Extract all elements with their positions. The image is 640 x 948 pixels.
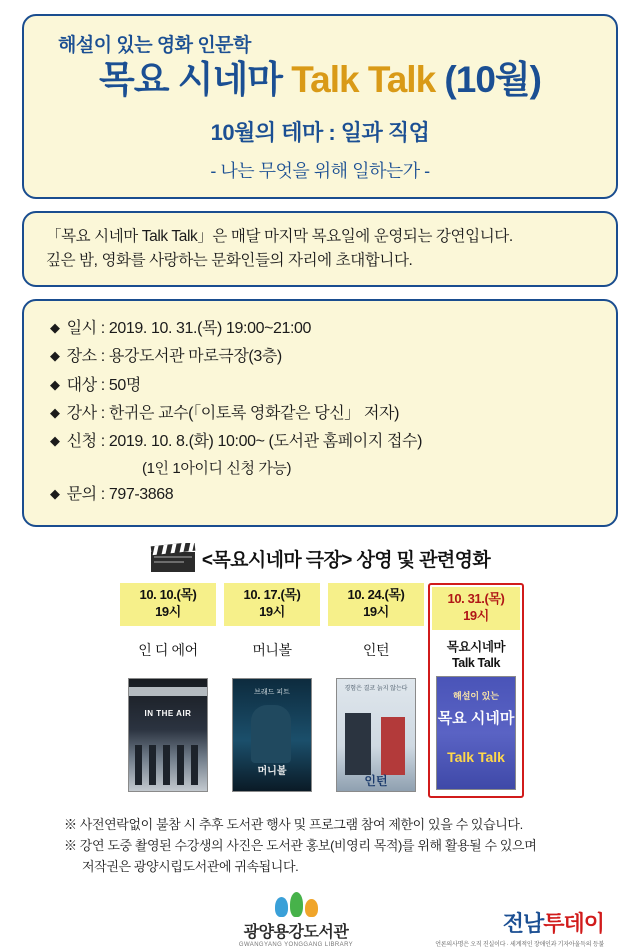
info-row-datetime-text: 일시 : 2019. 10. 31.(목) 19:00~21:00 <box>66 319 312 337</box>
schedule-movie-title: 머니볼 <box>252 642 292 659</box>
sponsor-logo <box>424 907 604 948</box>
poster-subtitle: 인턴 <box>364 774 388 789</box>
info-row-apply <box>50 428 598 456</box>
header-eyebrow: 해설이 있는 영화 인문학 <box>58 35 251 56</box>
schedule-heading-row <box>22 543 618 573</box>
note-line-2: ※ 강연 도중 촬영된 수강생의 사진은 도서관 홍보(비영리 목적)를 위해 활용될 수 있으며 <box>64 838 537 854</box>
poster-band <box>129 687 207 696</box>
header-theme: 10월의 테마 : 일과 직업 <box>210 119 430 145</box>
schedule-date: 10. 24.(목) <box>347 587 405 603</box>
poster-title-en: 경험은 결코 늙지 않는다 <box>344 686 408 693</box>
info-row-place-text: 장소 : 용강도서관 마로극장(3층) <box>66 348 282 366</box>
schedule-date: 10. 17.(목) <box>243 587 301 603</box>
schedule-column <box>116 583 220 798</box>
people-icon <box>206 891 386 917</box>
schedule-movie-title: 인턴 <box>362 642 390 659</box>
poster-figure-right <box>381 717 405 775</box>
schedule-time: 19시 <box>155 604 181 620</box>
intro-line-2: 깊은 밤, 영화를 사랑하는 문화인들의 자리에 초대합니다. <box>46 251 413 269</box>
info-row-lecturer <box>50 400 598 428</box>
diamond-bullet-icon: ◆ <box>50 376 60 392</box>
poster-title-en: 브래드 피트 <box>254 689 290 697</box>
note-line-3: 저작권은 광양시립도서관에 귀속됩니다. <box>82 859 299 875</box>
schedule-movie-title <box>432 640 520 674</box>
poster-line-3: Talk Talk <box>447 749 505 766</box>
info-row-audience-text: 대상 : 50명 <box>66 376 141 394</box>
header-theme-sub: - 나는 무엇을 위해 일하는가 - <box>210 160 430 181</box>
movie-poster-image <box>436 676 516 790</box>
schedule-date-cell <box>328 583 424 626</box>
intro-box <box>22 211 618 287</box>
info-box <box>22 299 618 528</box>
movie-poster-image <box>232 678 312 792</box>
note-line-1: ※ 사전연락없이 불참 시 추후 도서관 행사 및 프로그램 참여 제한이 있을 수 있습니다. <box>64 817 523 833</box>
footer-logos <box>22 891 618 948</box>
schedule-movie-title: 인 디 에어 <box>138 642 198 659</box>
schedule-column <box>220 583 324 798</box>
person-shape <box>275 897 288 917</box>
poster-figure-left <box>345 713 371 775</box>
header-box <box>22 14 618 199</box>
title-suffix: (10월) <box>435 59 541 100</box>
poster-figures <box>135 745 201 785</box>
poster-line-1: 해설이 있는 <box>453 691 499 702</box>
library-logo <box>206 891 386 948</box>
diamond-bullet-icon: ◆ <box>50 433 60 449</box>
movie-poster-image <box>336 678 416 792</box>
schedule-time: 19시 <box>363 604 389 620</box>
poster-subtitle: 머니볼 <box>257 766 287 778</box>
title-prefix: 목요 시네마 <box>99 59 292 100</box>
movie-poster-image <box>128 678 208 792</box>
page-title <box>40 59 600 102</box>
schedule-time: 19시 <box>259 604 285 620</box>
person-shape <box>305 899 318 917</box>
info-row-apply-text: 신청 : 2019. 10. 8.(화) 10:00~ (도서관 홈페이지 접수) <box>66 433 423 451</box>
schedule-date: 10. 31.(목) <box>447 591 505 607</box>
diamond-bullet-icon: ◆ <box>50 404 60 420</box>
schedule-date-cell <box>120 583 216 626</box>
library-logo-en: GWANGYANG YONGGANG LIBRARY <box>238 942 354 948</box>
poster-title-en: IN THE AIR <box>144 709 192 719</box>
info-row-datetime <box>50 315 598 343</box>
diamond-bullet-icon: ◆ <box>50 348 60 364</box>
schedule-column <box>324 583 428 798</box>
notes-section <box>22 814 618 877</box>
schedule-date: 10. 10.(목) <box>139 587 197 603</box>
info-apply-note: (1인 1아이디 신청 가능) <box>142 459 292 477</box>
info-row-audience <box>50 372 598 400</box>
schedule-column-highlighted <box>428 583 524 798</box>
person-shape <box>290 892 303 917</box>
title-accent: Talk Talk <box>291 59 436 100</box>
intro-line-1: 「목요 시네마 Talk Talk」은 매달 마지막 목요일에 운영되는 강연입니다. <box>46 227 513 245</box>
sponsor-logo-part2: 투데이 <box>543 911 604 937</box>
diamond-bullet-icon: ◆ <box>50 319 60 335</box>
info-row-contact <box>50 481 598 509</box>
diamond-bullet-icon: ◆ <box>50 485 60 501</box>
info-row-contact-text: 문의 : 797-3868 <box>66 485 174 503</box>
schedule-movie-title-line1: 목요시네마 <box>446 640 506 655</box>
poster-line-2: 목요 시네마 <box>437 710 515 728</box>
library-logo-name: 광양용강도서관 <box>243 924 349 942</box>
sponsor-logo-tagline: 언론의사명은 오직 진실이다 · 세계적인 장애인과 기자아울득의 등불 <box>435 942 604 948</box>
sponsor-logo-part1: 전남 <box>502 911 544 937</box>
schedule-grid <box>22 583 618 798</box>
clapperboard-icon <box>150 543 196 573</box>
schedule-date-cell <box>432 587 520 630</box>
poster-figure <box>251 705 291 763</box>
info-row-lecturer-text: 강사 : 한귀은 교수(「이토록 영화같은 당신」 저자) <box>66 404 399 422</box>
info-row-place <box>50 343 598 371</box>
schedule-time: 19시 <box>463 608 489 624</box>
sponsor-logo-name <box>424 907 604 938</box>
schedule-title: <목요시네마 극장> 상영 및 관련영화 <box>201 549 491 571</box>
schedule-date-cell <box>224 583 320 626</box>
schedule-movie-title-line2: Talk Talk <box>451 655 501 670</box>
